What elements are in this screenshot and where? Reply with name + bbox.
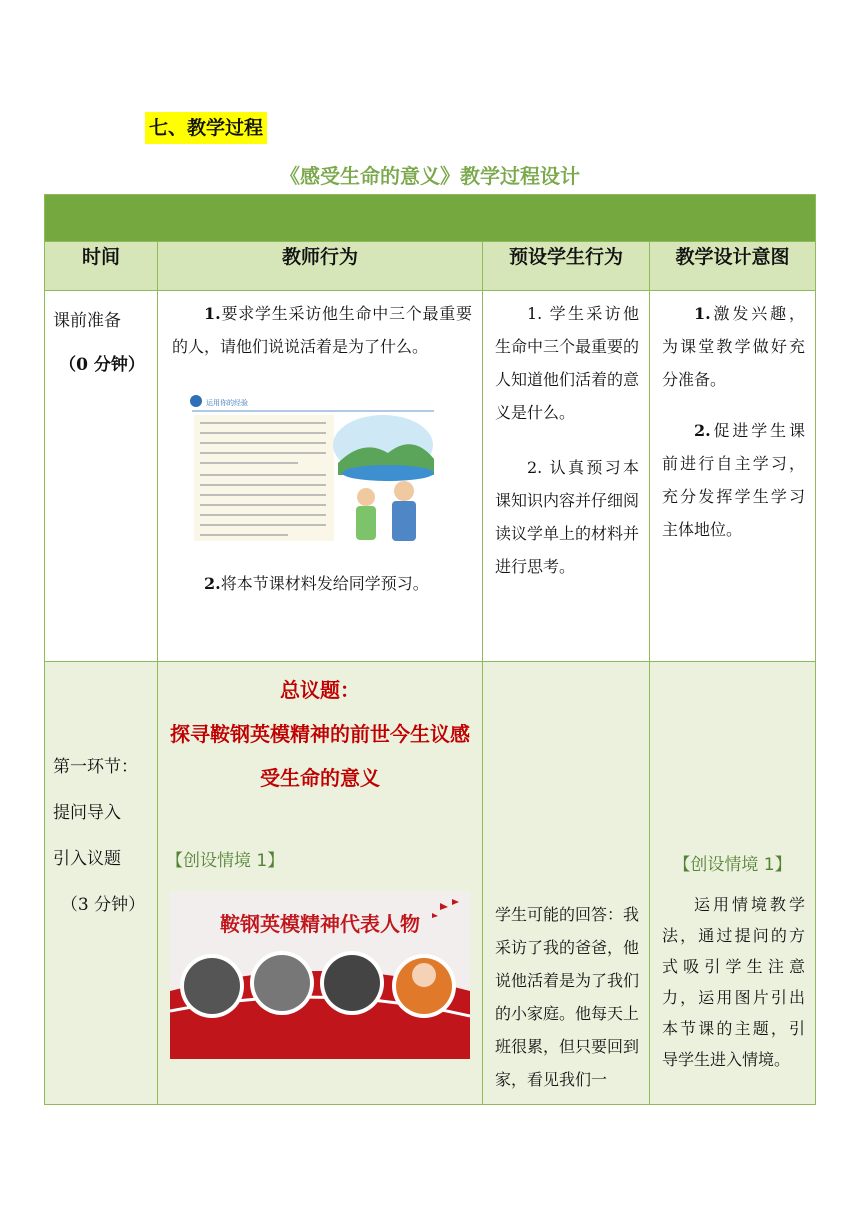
document-title: 《感受生命的意义》教学过程设计	[280, 164, 580, 188]
intent-cell	[650, 662, 816, 1105]
teacher-cell	[158, 291, 483, 662]
column-header-student: 预设学生行为	[483, 242, 650, 291]
role-models-banner	[170, 891, 470, 1059]
textbook-illustration	[188, 393, 438, 545]
topic-label: 总议题：	[280, 678, 360, 702]
intent-text-1: 1.激发兴趣，为课堂教学做好充分准备。	[662, 304, 805, 389]
time-label: 课前准备	[53, 311, 121, 331]
column-header-time: 时间	[45, 242, 158, 291]
teacher-text-2: 2.将本节课材料发给同学预习。	[204, 574, 429, 593]
intent-text-2: 2.促进学生课前进行自主学习，充分发挥学生学习主体地位。	[662, 421, 805, 539]
teacher-text-1: 1.要求学生采访他生命中三个最重要的人，请他们说说活着是为了什么。	[172, 304, 472, 356]
student-text-2: 2. 认真预习本课知识内容并仔细阅读议学单上的材料并进行思考。	[495, 458, 640, 576]
student-cell	[483, 662, 650, 1105]
student-answer-text: 学生可能的回答：我采访了我的爸爸，他说他活着是为了我们的小家庭。他每天上班很累，但只要回到家，看见我们一	[495, 905, 640, 1089]
banner-title: 鞍钢英模精神代表人物	[220, 912, 420, 936]
lesson-plan-table	[44, 194, 816, 1105]
textbook-image-label: 运用你的经验	[206, 399, 248, 407]
intent-cell	[650, 291, 816, 662]
section-heading: 七、教学过程	[145, 112, 267, 144]
column-header-teacher: 教师行为	[158, 242, 483, 291]
stage-name: 提问导入	[53, 803, 121, 823]
student-text-1: 1. 学生采访他生命中三个最重要的人知道他们活着的意义是什么。	[495, 304, 640, 422]
situation-label: 【创设情境 1】	[166, 851, 285, 871]
time-duration: （3 分钟）	[60, 895, 146, 915]
topic-text: 探寻鞍钢英模精神的前世今生议感受生命的意义	[170, 722, 470, 790]
table-row	[45, 662, 816, 1105]
stage-label: 第一环节：	[53, 757, 138, 777]
teacher-cell	[158, 662, 483, 1105]
table-row	[45, 291, 816, 662]
stage-topic: 引入议题	[53, 849, 121, 869]
column-header-intent: 教学设计意图	[650, 242, 816, 291]
time-cell	[45, 662, 158, 1105]
intent-situation-label: 【创设情境 1】	[673, 855, 792, 875]
intent-text: 运用情境教学法，通过提问的方式吸引学生注意力，运用图片引出本节课的主题，引导学生进入情境。	[662, 895, 805, 1069]
time-cell	[45, 291, 158, 662]
table-banner-row	[45, 195, 816, 242]
time-duration: （0 分钟）	[59, 355, 145, 375]
table-header-row	[45, 242, 816, 291]
student-cell	[483, 291, 650, 662]
